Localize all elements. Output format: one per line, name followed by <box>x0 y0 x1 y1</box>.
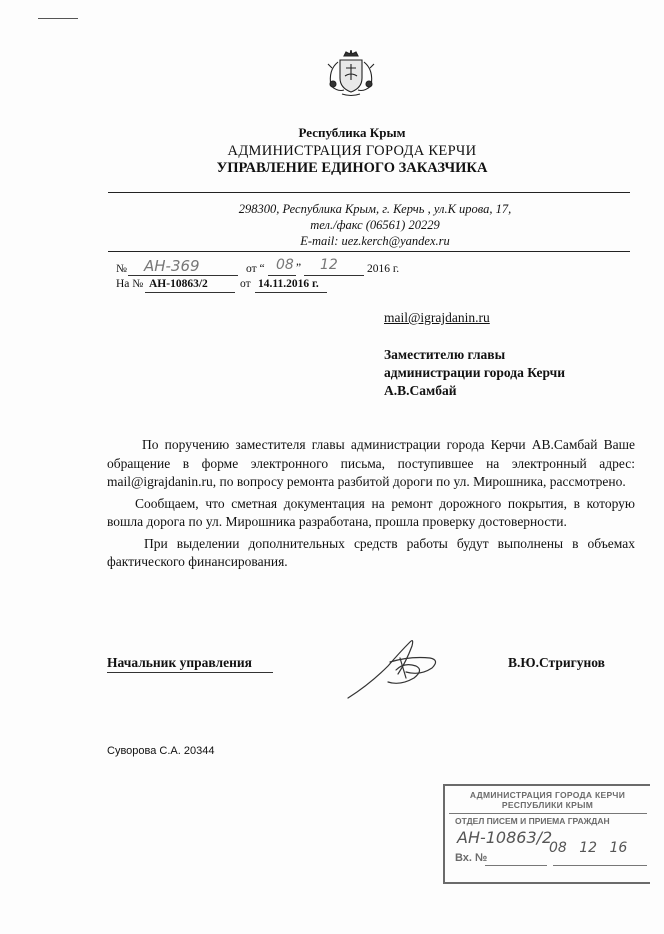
coat-of-arms-emblem <box>322 50 380 98</box>
outgoing-number-underline <box>128 275 238 276</box>
outgoing-day-underline <box>268 275 296 276</box>
outgoing-date-prefix: от “ <box>246 263 265 275</box>
reply-date: 14.11.2016 г. <box>258 278 319 290</box>
stamp-number-label: Вх. № <box>455 852 488 864</box>
recipient-line-3: А.В.Самбай <box>384 383 457 398</box>
stamp-handwritten-date: 08 12 16 <box>549 840 628 856</box>
stamp-handwritten-number: АН-10863/2 <box>457 828 553 847</box>
header-rule-top <box>108 192 630 193</box>
recipient-block <box>384 346 565 400</box>
administration-heading: АДМИНИСТРАЦИЯ ГОРОДА КЕРЧИ <box>227 143 477 159</box>
stamp-line-3: ОТДЕЛ ПИСЕМ И ПРИЕМА ГРАЖДАН <box>455 816 610 826</box>
reply-number-label: На № <box>116 278 144 290</box>
outgoing-day-handwritten: 08 <box>276 257 294 273</box>
stamp-line-1: АДМИНИСТРАЦИЯ ГОРОДА КЕРЧИ <box>469 790 626 800</box>
department-heading: УПРАВЛЕНИЕ ЕДИНОГО ЗАКАЗЧИКА <box>216 160 488 176</box>
incoming-registration-stamp <box>443 784 650 884</box>
body-paragraph-2: Сообщаем, что сметная документация на ремонт дорожного покрытия, в которую вошла дорога по ул. Мирошника разработана, прошла проверку достоверности. <box>107 495 635 529</box>
signatory-title-underline <box>107 672 273 673</box>
stamp-line-2: РЕСПУБЛИКИ КРЫМ <box>501 800 594 810</box>
stamp-divider <box>449 813 647 814</box>
signatory-name: В.Ю.Стригунов <box>508 655 605 670</box>
body-paragraph-1: По поручению заместителя главы администрации города Керчи АВ.Самбай Ваше обращение в форме электронного письма, поступившее на электронный адрес: mail@igrajdanin.ru, по вопросу ремонта разбитой дороги по ул. Мирошника, рассмотрено. <box>107 437 635 489</box>
handwritten-signature <box>340 632 460 702</box>
outgoing-month-underline <box>304 275 364 276</box>
header-rule-bottom <box>108 251 630 252</box>
letter-body <box>107 436 635 572</box>
recipient-line-1: Заместителю главы <box>384 347 506 362</box>
reply-number-underline <box>145 292 235 293</box>
outgoing-year: 2016 г. <box>367 263 400 275</box>
scan-artifact-line <box>38 18 78 19</box>
phone-line: тел./факс (06561) 20229 <box>310 218 440 232</box>
executor-info: Суворова С.А. 20344 <box>107 745 215 757</box>
outgoing-number-label: № <box>116 263 127 275</box>
address-line: 298300, Республика Крым, г. Керчь , ул.К ирова, 17, <box>238 202 512 216</box>
body-paragraph-3: При выделении дополнительных средств работы будут выполнены в объемах фактического финансирования. <box>107 535 635 569</box>
reply-date-underline <box>255 292 327 293</box>
reply-number: АН-10863/2 <box>149 278 208 290</box>
reply-date-label: от <box>240 278 251 290</box>
stamp-date-underline <box>553 865 647 866</box>
outgoing-month-handwritten: 12 <box>320 257 338 273</box>
outgoing-number-handwritten: АН-369 <box>144 257 200 275</box>
stamp-number-underline <box>485 865 547 866</box>
recipient-email[interactable]: mail@igrajdanin.ru <box>384 310 490 325</box>
address-block <box>160 201 590 249</box>
republic-heading: Республика Крым <box>298 125 406 140</box>
recipient-line-2: администрации города Керчи <box>384 365 566 380</box>
email-line: E-mail: uez.kerch@yandex.ru <box>300 234 450 248</box>
signatory-title: Начальник управления <box>107 655 252 670</box>
outgoing-day-suffix: ” <box>296 262 302 274</box>
